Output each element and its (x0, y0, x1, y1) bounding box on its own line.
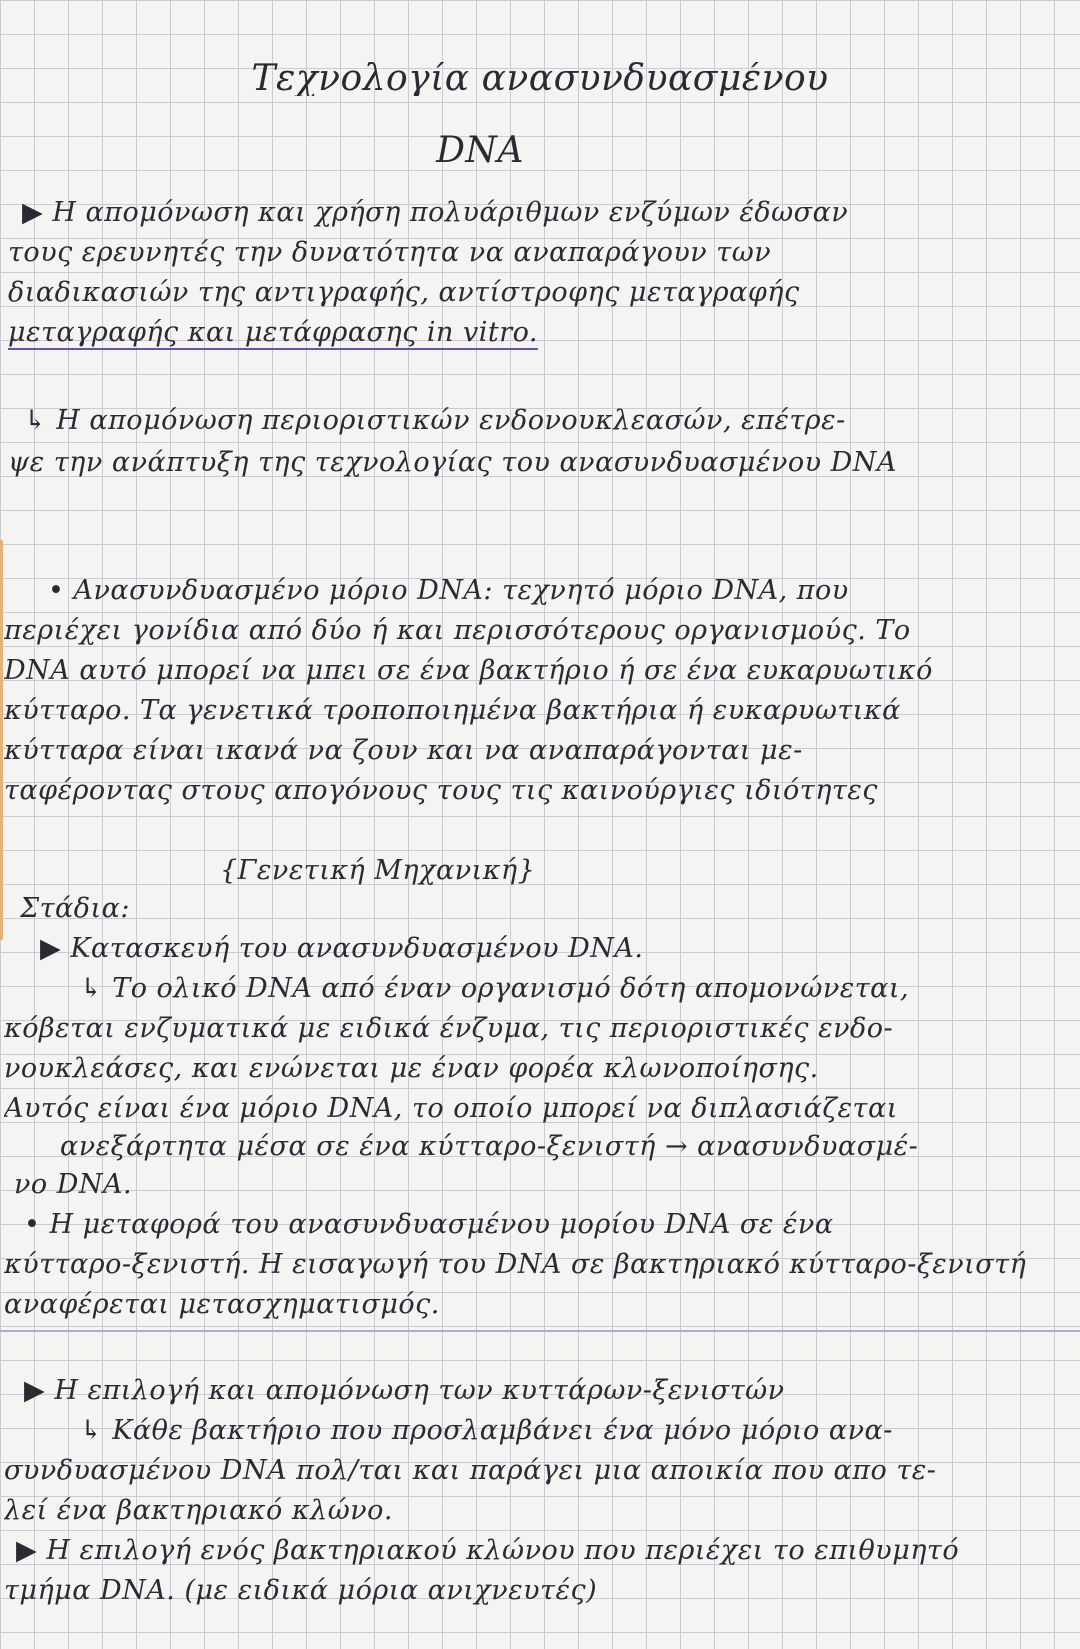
restriction-line-2: ψε την ανάπτυξη της τεχνολογίας του ανασυνδυασμένου DNA (8, 447, 897, 478)
stage-1-line-3: νουκλεάσες, και ενώνεται με έναν φορέα κλωνοποίησης. (4, 1053, 819, 1084)
intro-line-4 (8, 316, 1080, 350)
page-edge-strip (0, 540, 3, 940)
stage-3-line-2: συνδυασμένου DNA πολ/ται και παράγει μια αποικία που απο τε- (4, 1455, 937, 1486)
stage-2-title: • Η μεταφορά του ανασυνδυασμένου μορίου DNA σε ένα (24, 1209, 834, 1240)
definition-line-3: DNA αυτό μπορεί να μπει σε ένα βακτήριο ή σε ένα ευκαρυωτικό (4, 655, 933, 686)
intro-line-2: τους ερευνητές την δυνατότητα να αναπαράγουν των (8, 237, 772, 268)
stage-3-title: ▶ Η επιλογή και απομόνωση των κυττάρων-ξενιστών (24, 1375, 785, 1406)
intro-line-3: διαδικασιών της αντιγραφής, αντίστροφης μεταγραφής (8, 277, 800, 308)
genetic-engineering-label: {Γενετική Μηχανική} (220, 855, 536, 886)
page-subtitle: DNA (436, 134, 524, 168)
stage-4-title: ▶ Η επιλογή ενός βακτηριακού κλώνου που περιέχει το επιθυμητό (16, 1535, 960, 1566)
definition-line-6: ταφέροντας στους απογόνους τους τις καινούργιες ιδιότητες (4, 775, 878, 806)
restriction-line-1: ↳ Η απομόνωση περιοριστικών ενδονουκλεασών, επέτρε- (24, 405, 846, 436)
definition-line-5: κύτταρα είναι ικανά να ζουν και να αναπαράγονται με- (4, 735, 803, 766)
definition-line-2: περιέχει γονίδια από δύο ή και περισσότερους οργανισμούς. Το (4, 615, 911, 646)
stage-1-line-2: κόβεται ενζυματικά με ειδικά ένζυμα, τις περιοριστικές ενδο- (4, 1013, 894, 1044)
stage-1-line-1: ↳ Το ολικό DNA από έναν οργανισμό δότη απομονώνεται, (80, 973, 910, 1004)
stage-1-line-4: Αυτός είναι ένα μόριο DNA, το οποίο μπορεί να διπλασιάζεται (4, 1093, 898, 1124)
section-divider (0, 1330, 1080, 1332)
stages-heading: Στάδια: (20, 893, 130, 924)
stage-1-line-5: ανεξάρτητα μέσα σε ένα κύτταρο-ξενιστή → ανασυνδυασμέ- (60, 1131, 919, 1162)
definition-line-4: κύτταρο. Τα γενετικά τροποποιημένα βακτήρια ή ευκαρυωτικά (4, 695, 901, 726)
stage-3-line-1: ↳ Κάθε βακτήριο που προσλαμβάνει ένα μόνο μόριο ανα- (80, 1415, 893, 1446)
stage-4-line-1: τμήμα DNA. (με ειδικά μόρια ανιχνευτές) (4, 1575, 598, 1606)
stage-2-line-2: αναφέρεται μετασχηματισμός. (4, 1289, 440, 1320)
intro-line-4-text: μεταγραφής και μετάφρασης in vitro. (8, 317, 538, 348)
stage-2-line-1: κύτταρο-ξενιστή. Η εισαγωγή του DNA σε βακτηριακό κύτταρο-ξενιστή (4, 1249, 1027, 1280)
stage-1-line-6: νο DNA. (14, 1169, 133, 1200)
intro-line-1: ▶ Η απομόνωση και χρήση πολυάριθμων ενζύμων έδωσαν (22, 197, 849, 228)
page-title: Τεχνολογία ανασυνδυασμένου (251, 62, 829, 96)
definition-line-1: • Ανασυνδυασμένο μόριο DNA: τεχνητό μόριο DNA, που (48, 575, 849, 606)
stage-3-line-3: λεί ένα βακτηριακό κλώνο. (4, 1495, 393, 1526)
stage-1-title: ▶ Κατασκευή του ανασυνδυασμένου DNA. (40, 933, 644, 964)
